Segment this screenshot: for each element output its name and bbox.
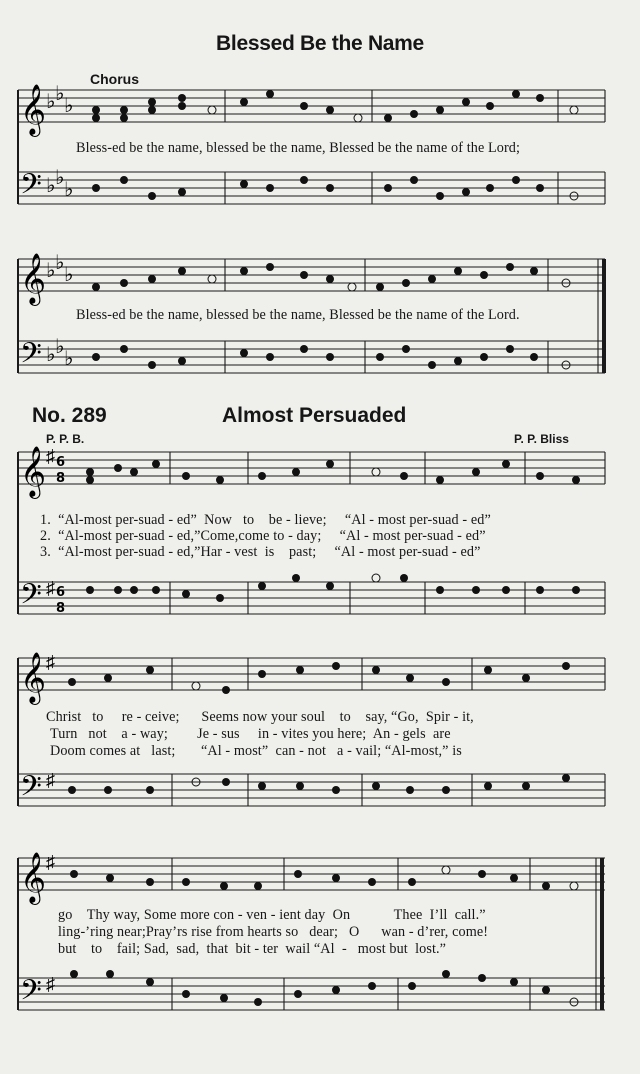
- verse-1-line: 1. “Al-most per-suad - ed” Now to be - lieve; “Al - most per-suad - ed”: [40, 512, 491, 528]
- verse-3-line: Doom comes at last; “Al - most” can - not a - vail; “Al-most,” is: [50, 743, 462, 759]
- verse-1-line: go Thy way, Some more con - ven - ient day On Thee I’ll call.”: [58, 907, 486, 923]
- hymn1-lyric-line-2: Bless-ed be the name, blessed be the name, Blessed be the name of the Lord.: [76, 307, 520, 323]
- svg-text:♭: ♭: [55, 83, 65, 105]
- svg-text:8: 8: [56, 601, 66, 616]
- verse-2-line: Turn not a - way; Je - sus in - vites you here; An - gels are: [50, 726, 451, 742]
- svg-text:6: 6: [56, 455, 66, 470]
- hymn1-lyric-line-1: Bless-ed be the name, blessed be the name, Blessed be the name of the Lord;: [76, 140, 521, 156]
- hymn-number: No. 289: [32, 404, 107, 427]
- treble-clef-icon: 𝄞: [20, 853, 47, 902]
- svg-text:♯: ♯: [46, 852, 55, 872]
- svg-text:♭: ♭: [64, 95, 74, 117]
- verse-1-line: Christ to re - ceive; Seems now your soul to say, “Go, Spir - it,: [46, 709, 474, 725]
- svg-text:♭: ♭: [46, 175, 56, 197]
- svg-text:♭: ♭: [55, 336, 65, 358]
- key-signature-sharp-icon: [46, 852, 55, 994]
- svg-text:6: 6: [56, 585, 66, 600]
- bass-clef-icon: 𝄢: [20, 976, 42, 1013]
- svg-text:♭: ♭: [46, 260, 56, 282]
- hymn-title: Blessed Be the Name: [216, 32, 424, 55]
- bass-clef-icon: 𝄢: [20, 580, 42, 617]
- svg-text:♭: ♭: [64, 264, 74, 286]
- bass-clef-icon: 𝄢: [20, 772, 42, 809]
- svg-text:8: 8: [56, 471, 66, 486]
- svg-text:♭: ♭: [46, 91, 56, 113]
- music-author: P. P. Bliss: [514, 432, 569, 446]
- key-signature-flats-icon: [46, 83, 73, 201]
- treble-clef-icon: 𝄞: [20, 653, 47, 702]
- svg-text:♭: ♭: [55, 252, 65, 274]
- treble-clef-icon: 𝄞: [20, 85, 47, 134]
- verse-3-line: but to fail; Sad, sad, that bit - ter wail “Al - most but lost.”: [58, 941, 447, 957]
- verse-3-line: 3. “Al-most per-suad - ed,”Har - vest is past; “Al - most per-suad - ed”: [40, 544, 481, 560]
- svg-text:♯: ♯: [46, 770, 55, 790]
- chorus-label: Chorus: [90, 71, 139, 87]
- bass-clef-icon: 𝄢: [20, 339, 42, 376]
- svg-text:♭: ♭: [64, 179, 74, 201]
- svg-text:♯: ♯: [46, 974, 55, 994]
- hymn-title: Almost Persuaded: [222, 404, 407, 427]
- svg-text:♯: ♯: [46, 578, 55, 598]
- treble-clef-icon: 𝄞: [20, 254, 47, 303]
- words-author: P. P. B.: [46, 432, 85, 446]
- svg-text:♯: ♯: [46, 446, 55, 466]
- treble-clef-icon: 𝄞: [20, 447, 47, 496]
- svg-text:♯: ♯: [46, 652, 55, 672]
- svg-text:♭: ♭: [55, 167, 65, 189]
- key-signature-flats-icon: [46, 252, 73, 370]
- svg-text:♭: ♭: [46, 344, 56, 366]
- svg-text:♭: ♭: [64, 348, 74, 370]
- verse-2-line: ling-’ring near;Pray’rs rise from hearts so dear; O wan - d’rer, come!: [58, 924, 489, 940]
- verse-2-line: 2. “Al-most per-suad - ed,”Come,come to - day; “Al - most per-suad - ed”: [40, 528, 486, 544]
- bass-clef-icon: 𝄢: [20, 170, 42, 207]
